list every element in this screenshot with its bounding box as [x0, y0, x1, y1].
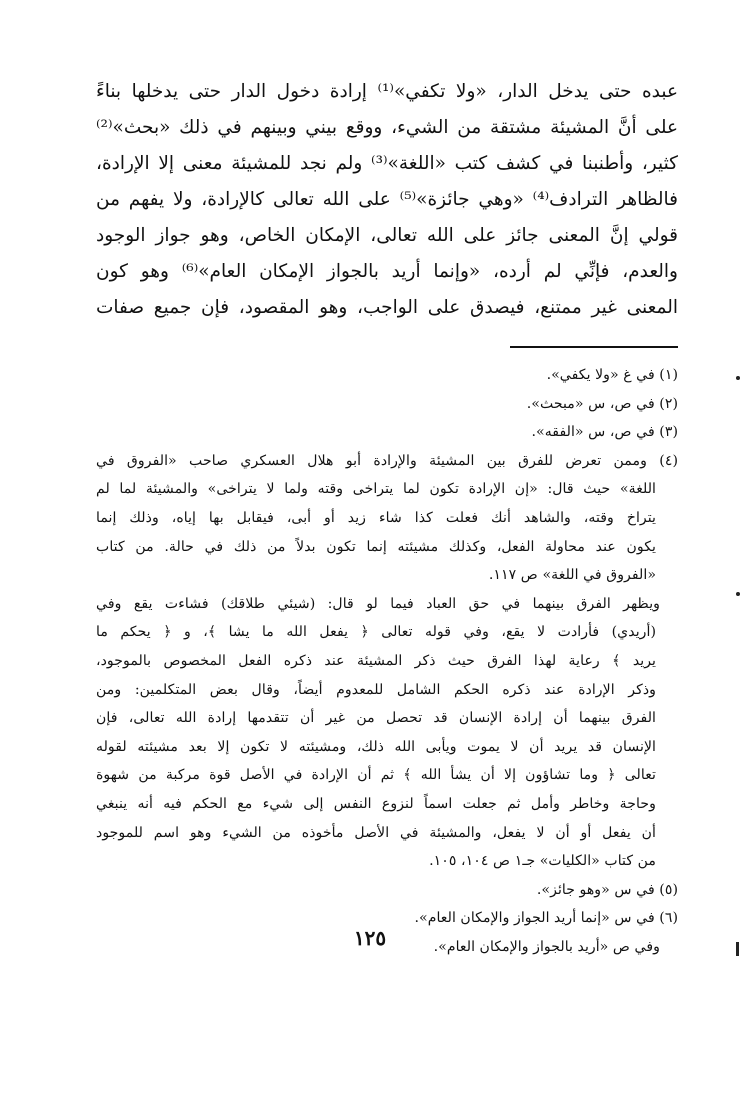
footnote-separator-rule: [510, 346, 678, 348]
footnote-line: اللغة» حيث قال: «إن الإرادة تكون لما يتراخى وقته ولما لا يتراخى» والمشيئة لما لم: [96, 481, 656, 498]
footnote-line: تعالى ﴿ وما تشاؤون إلا أن يشأ الله ﴾ ثم أن الإرادة في الأصل قوة مركبة من شهوة: [96, 767, 656, 784]
main-text-line: كثير، وأطنبنا في كشف كتب «اللغة»⁽³⁾ ولم نجد للمشيئة معنى إلا الإرادة،: [96, 153, 678, 174]
footnote-line: ويظهر الفرق بينهما في حق العباد فيما لو قال: (شيئي طلاقك) فشاءت يقع وفي: [96, 595, 660, 612]
footnote-line: أن يفعل أو أن لا يفعل، والمشيئة في الأصل مأخوذه من الشيء وهو اسم للموجود: [96, 824, 656, 841]
footnote-line: (٥) في س «وهو جائز».: [536, 881, 678, 898]
footnote-line: يكون عند محاولة الفعل، وكذلك مشيئته إنما تكون بدلاً من ذلك في حالة. من كتاب: [96, 538, 656, 555]
footnote-line: (٤) وممن تعرض للفرق بين المشيئة والإرادة أبو هلال العسكري صاحب «الفروق في: [96, 452, 678, 469]
footnote-line: (٢) في ص، س «مبحث».: [526, 395, 678, 412]
footnote-line: الإنسان قد يريد أن لا يموت ويأبى الله ذلك، ومشيئته لا تكون إلا بعد مشيئته لقوله: [96, 738, 656, 755]
margin-mark: [736, 592, 740, 596]
footnote-line: وذكر الإرادة عند ذكره الحكم الشامل للمعدوم أيضاً، وقال بعض المتكلمين: ومن: [96, 681, 656, 698]
footnote-line: (٣) في ص، س «الفقه».: [531, 424, 678, 441]
footnote-line: وحاجة وخاطر وأمل ثم جعلت اسماً لنزوع النفس إلى شيء مع الحكم فيه أنه ينبغي: [96, 795, 656, 812]
footnote-line: يريد ﴾ رعاية لهذا الفرق حيث ذكر المشيئة عند ذكره الفعل المخصوص بالموجود،: [96, 652, 656, 669]
main-text-line: فالظاهر الترادف⁽⁴⁾ «وهي جائزة»⁽⁵⁾ على الله تعالى كالإرادة، ولا يفهم من: [96, 189, 678, 210]
footnote-line: من كتاب «الكليات» جـ١ ص ١٠٤، ١٠٥.: [429, 853, 656, 870]
footnote-line: (٦) في س «إنما أريد الجواز والإمكان العام».: [414, 910, 678, 927]
footnote-line: وفي ص «أريد بالجواز والإمكان العام».: [433, 938, 660, 955]
footnote-line: يتراخ وقته، والشاهد أنك فعلت كذا شاء زيد أو أبى، فيقابل بها إياه، وذلك إنما: [96, 509, 656, 526]
footnote-line: الفرق بينهما أن إرادة الإنسان قد تحصل من غير أن تتقدمها إرادة الله تعالى، فإن: [96, 710, 656, 727]
footnote-line: «الفروق في اللغة» ص ١١٧.: [488, 567, 656, 584]
page-number: ١٢٥: [353, 926, 387, 950]
margin-mark: [736, 376, 740, 380]
footnote-line: (أريدي) فأرادت لا يقع، وفي قوله تعالى ﴿ يفعل الله ما يشا ﴾، و ﴿ يحكم ما: [96, 624, 656, 641]
margin-mark: [736, 942, 739, 956]
main-text-line: المعنى غير ممتنع، فيصدق على الواجب، وهو المقصود، فإن جميع صفات: [96, 297, 678, 318]
main-text-line: قولي إنَّ المعنى جائز على الله تعالى، الإمكان الخاص، وهو جواز الوجود: [96, 225, 678, 246]
main-text-block: [96, 74, 678, 326]
footnotes-block: [96, 361, 678, 961]
main-text-line: عبده حتى يدخل الدار، «ولا تكفي»⁽¹⁾ إرادة دخول الدار حتى يدخلها بناءً: [96, 81, 678, 102]
footnote-line: (١) في غ «ولا يكفي».: [546, 367, 678, 383]
main-text-line: والعدم، فإنِّي لم أرده، «وإنما أريد بالجواز الإمكان العام»⁽⁶⁾ وهو كون: [96, 261, 678, 282]
main-text-line: على أنَّ المشيئة مشتقة من الشيء، ووقع بيني وبينهم في ذلك «بحث»⁽²⁾: [96, 117, 678, 138]
